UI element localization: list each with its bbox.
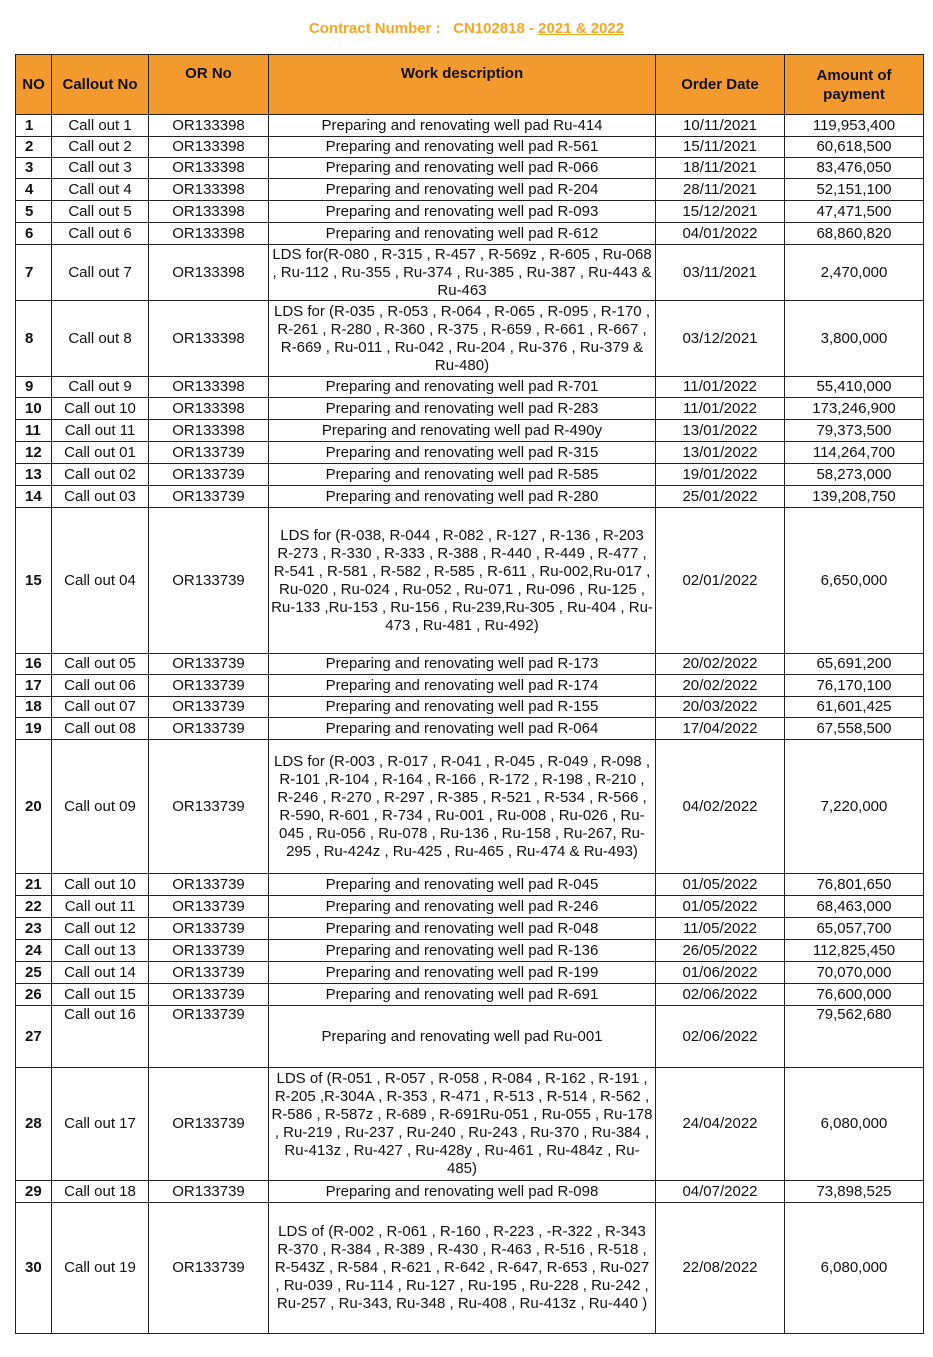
- row-number: 6: [16, 223, 52, 245]
- payment-amount: 6,080,000: [785, 1068, 924, 1181]
- payment-amount: 52,151,100: [785, 179, 924, 201]
- order-date: 13/01/2022: [656, 420, 785, 442]
- callout-number: Call out 3: [52, 158, 149, 179]
- order-date: 04/07/2022: [656, 1181, 785, 1203]
- payment-amount: 65,691,200: [785, 654, 924, 675]
- row-number: 8: [16, 301, 52, 377]
- row-number: 7: [16, 245, 52, 301]
- table-row: [16, 486, 924, 508]
- row-number: 20: [16, 740, 52, 874]
- callout-number: Call out 17: [52, 1068, 149, 1181]
- payment-amount: 119,953,400: [785, 115, 924, 137]
- callout-number: Call out 1: [52, 115, 149, 137]
- row-number: 26: [16, 984, 52, 1006]
- payment-amount: 112,825,450: [785, 940, 924, 962]
- work-description: Preparing and renovating well pad R-155: [269, 697, 656, 718]
- order-date: 20/02/2022: [656, 654, 785, 675]
- callout-number: Call out 18: [52, 1181, 149, 1203]
- callout-number: Call out 06: [52, 675, 149, 697]
- table-row: [16, 1181, 924, 1203]
- order-date: 22/08/2022: [656, 1203, 785, 1334]
- row-number: 11: [16, 420, 52, 442]
- or-number: OR133739: [149, 654, 269, 675]
- order-date: 10/11/2021: [656, 115, 785, 137]
- table-row: [16, 137, 924, 158]
- callout-number: Call out 11: [52, 896, 149, 918]
- callout-number: Call out 8: [52, 301, 149, 377]
- work-description: Preparing and renovating well pad R-691: [269, 984, 656, 1006]
- order-date: 24/04/2022: [656, 1068, 785, 1181]
- work-description: LDS of (R-051 , R-057 , R-058 , R-084 , R-162 , R-191 , R-205 ,R-304A , R-353 , R-471 , R-513 , R-514 , R-562 , R-586 , R-587z , R-689 , R-691Ru-051 , Ru-055 , Ru-178 , Ru-219 , Ru-237 , Ru-240 , Ru-243 , Ru-370 , Ru-384 , Ru-413z , Ru-427 , Ru-428y , Ru-461 , Ru-484z , Ru-485): [269, 1068, 656, 1181]
- callout-number: Call out 12: [52, 918, 149, 940]
- callout-number: Call out 14: [52, 962, 149, 984]
- work-description: LDS for (R-003 , R-017 , R-041 , R-045 , R-049 , R-098 , R-101 ,R-104 , R-164 , R-166 , R-172 , R-198 , R-210 , R-246 , R-270 , R-297 , R-385 , R-521 , R-534 , R-566 , R-590, R-601 , R-734 , Ru-001 , Ru-008 , Ru-026 , Ru-045 , Ru-056 , Ru-078 , Ru-136 , Ru-158 , Ru-267, Ru-295 , Ru-424z , Ru-425 , Ru-465 , Ru-474 & Ru-493): [269, 740, 656, 874]
- payment-amount: 114,264,700: [785, 442, 924, 464]
- table-row: [16, 223, 924, 245]
- work-description: LDS for(R-080 , R-315 , R-457 , R-569z , R-605 , Ru-068 , Ru-112 , Ru-355 , Ru-374 , Ru-385 , Ru-387 , Ru-443 & Ru-463: [269, 245, 656, 301]
- work-description: Preparing and renovating well pad R-174: [269, 675, 656, 697]
- or-number: OR133739: [149, 740, 269, 874]
- work-description: Preparing and renovating well pad R-585: [269, 464, 656, 486]
- table-row: [16, 245, 924, 301]
- callout-number: Call out 01: [52, 442, 149, 464]
- order-date: 03/12/2021: [656, 301, 785, 377]
- order-date: 02/01/2022: [656, 508, 785, 654]
- table-row: [16, 874, 924, 896]
- order-date: 13/01/2022: [656, 442, 785, 464]
- callout-number: Call out 02: [52, 464, 149, 486]
- row-number: 2: [16, 137, 52, 158]
- work-description: Preparing and renovating well pad R-315: [269, 442, 656, 464]
- payment-amount: 139,208,750: [785, 486, 924, 508]
- order-date: 25/01/2022: [656, 486, 785, 508]
- table-row: [16, 1068, 924, 1181]
- table-row: [16, 398, 924, 420]
- work-description: Preparing and renovating well pad Ru-001: [269, 1006, 656, 1068]
- payment-amount: 2,470,000: [785, 245, 924, 301]
- or-number: OR133398: [149, 301, 269, 377]
- work-description: Preparing and renovating well pad R-490y: [269, 420, 656, 442]
- work-description: Preparing and renovating well pad R-093: [269, 201, 656, 223]
- table-row: [16, 115, 924, 137]
- callout-number: Call out 9: [52, 377, 149, 398]
- col-header-no: NO: [16, 55, 52, 115]
- col-header-description: Work description: [269, 55, 656, 115]
- callout-number: Call out 2: [52, 137, 149, 158]
- payment-amount: 76,801,650: [785, 874, 924, 896]
- callout-number: Call out 09: [52, 740, 149, 874]
- row-number: 1: [16, 115, 52, 137]
- row-number: 17: [16, 675, 52, 697]
- work-description: Preparing and renovating well pad R-064: [269, 718, 656, 740]
- contract-label: Contract Number :: [308, 20, 441, 37]
- payment-amount: 3,800,000: [785, 301, 924, 377]
- order-date: 02/06/2022: [656, 984, 785, 1006]
- callout-number: Call out 15: [52, 984, 149, 1006]
- table-row: [16, 654, 924, 675]
- callout-number: Call out 6: [52, 223, 149, 245]
- col-header-amount: Amount of payment: [785, 55, 924, 115]
- work-description: Preparing and renovating well pad R-045: [269, 874, 656, 896]
- or-number: OR133739: [149, 675, 269, 697]
- row-number: 13: [16, 464, 52, 486]
- payment-amount: 83,476,050: [785, 158, 924, 179]
- order-date: 11/01/2022: [656, 398, 785, 420]
- payment-amount: 73,898,525: [785, 1181, 924, 1203]
- table-row: [16, 1006, 924, 1068]
- payment-amount: 76,170,100: [785, 675, 924, 697]
- row-number: 28: [16, 1068, 52, 1181]
- payment-amount: 79,562,680: [785, 1006, 924, 1068]
- table-row: [16, 442, 924, 464]
- payment-amount: 79,373,500: [785, 420, 924, 442]
- callout-number: Call out 19: [52, 1203, 149, 1334]
- order-date: 19/01/2022: [656, 464, 785, 486]
- contract-number: CN102818 -: [453, 20, 534, 37]
- or-number: OR133398: [149, 115, 269, 137]
- callout-number: Call out 03: [52, 486, 149, 508]
- payment-amount: 76,600,000: [785, 984, 924, 1006]
- or-number: OR133739: [149, 1006, 269, 1068]
- or-number: OR133398: [149, 377, 269, 398]
- table-row: [16, 962, 924, 984]
- row-number: 5: [16, 201, 52, 223]
- order-date: 26/05/2022: [656, 940, 785, 962]
- or-number: OR133739: [149, 486, 269, 508]
- row-number: 21: [16, 874, 52, 896]
- work-description: LDS for (R-038, R-044 , R-082 , R-127 , R-136 , R-203 R-273 , R-330 , R-333 , R-388 , R-440 , R-449 , R-477 , R-541 , R-581 , R-582 , R-585 , R-611 , Ru-002,Ru-017 , Ru-020 , Ru-024 , Ru-052 , Ru-071 , Ru-096 , Ru-125 , Ru-133 ,Ru-153 , Ru-156 , Ru-239,Ru-305 , Ru-404 , Ru-473 , Ru-481 , Ru-492): [269, 508, 656, 654]
- table-row: [16, 420, 924, 442]
- table-row: [16, 675, 924, 697]
- order-date: 03/11/2021: [656, 245, 785, 301]
- work-description: Preparing and renovating well pad R-048: [269, 918, 656, 940]
- callout-number: Call out 10: [52, 398, 149, 420]
- or-number: OR133739: [149, 940, 269, 962]
- work-description: Preparing and renovating well pad R-246: [269, 896, 656, 918]
- or-number: OR133398: [149, 179, 269, 201]
- contract-title: [0, 20, 933, 37]
- contract-years: 2021 & 2022: [538, 20, 625, 37]
- order-date: 02/06/2022: [656, 1006, 785, 1068]
- payment-amount: 55,410,000: [785, 377, 924, 398]
- work-description: Preparing and renovating well pad R-701: [269, 377, 656, 398]
- callout-number: Call out 08: [52, 718, 149, 740]
- or-number: OR133739: [149, 1181, 269, 1203]
- payment-amount: 60,618,500: [785, 137, 924, 158]
- payment-amount: 61,601,425: [785, 697, 924, 718]
- payments-table: [15, 54, 924, 1334]
- or-number: OR133739: [149, 697, 269, 718]
- row-number: 16: [16, 654, 52, 675]
- or-number: OR133739: [149, 1068, 269, 1181]
- row-number: 12: [16, 442, 52, 464]
- or-number: OR133739: [149, 508, 269, 654]
- row-number: 3: [16, 158, 52, 179]
- work-description: Preparing and renovating well pad R-280: [269, 486, 656, 508]
- order-date: 28/11/2021: [656, 179, 785, 201]
- order-date: 18/11/2021: [656, 158, 785, 179]
- callout-number: Call out 07: [52, 697, 149, 718]
- work-description: Preparing and renovating well pad R-173: [269, 654, 656, 675]
- order-date: 11/05/2022: [656, 918, 785, 940]
- work-description: Preparing and renovating well pad R-098: [269, 1181, 656, 1203]
- or-number: OR133739: [149, 1203, 269, 1334]
- order-date: 04/01/2022: [656, 223, 785, 245]
- work-description: Preparing and renovating well pad R-066: [269, 158, 656, 179]
- row-number: 24: [16, 940, 52, 962]
- order-date: 20/03/2022: [656, 697, 785, 718]
- payment-amount: 70,070,000: [785, 962, 924, 984]
- or-number: OR133398: [149, 398, 269, 420]
- work-description: Preparing and renovating well pad R-204: [269, 179, 656, 201]
- or-number: OR133398: [149, 158, 269, 179]
- or-number: OR133739: [149, 464, 269, 486]
- payment-amount: 7,220,000: [785, 740, 924, 874]
- table-row: [16, 301, 924, 377]
- payment-amount: 58,273,000: [785, 464, 924, 486]
- work-description: Preparing and renovating well pad R-561: [269, 137, 656, 158]
- payment-amount: 65,057,700: [785, 918, 924, 940]
- payment-amount: 67,558,500: [785, 718, 924, 740]
- or-number: OR133739: [149, 718, 269, 740]
- or-number: OR133398: [149, 137, 269, 158]
- callout-number: Call out 4: [52, 179, 149, 201]
- table-row: [16, 718, 924, 740]
- table-row: [16, 377, 924, 398]
- or-number: OR133398: [149, 420, 269, 442]
- or-number: OR133739: [149, 896, 269, 918]
- row-number: 15: [16, 508, 52, 654]
- header-row: [16, 55, 924, 115]
- payment-amount: 47,471,500: [785, 201, 924, 223]
- row-number: 27: [16, 1006, 52, 1068]
- row-number: 19: [16, 718, 52, 740]
- or-number: OR133398: [149, 201, 269, 223]
- payment-amount: 6,080,000: [785, 1203, 924, 1334]
- table-row: [16, 896, 924, 918]
- row-number: 23: [16, 918, 52, 940]
- row-number: 9: [16, 377, 52, 398]
- order-date: 04/02/2022: [656, 740, 785, 874]
- table-row: [16, 464, 924, 486]
- table-row: [16, 158, 924, 179]
- order-date: 20/02/2022: [656, 675, 785, 697]
- row-number: 25: [16, 962, 52, 984]
- work-description: LDS for (R-035 , R-053 , R-064 , R-065 , R-095 , R-170 , R-261 , R-280 , R-360 , R-375 , R-659 , R-661 , R-667 , R-669 , Ru-011 , Ru-042 , Ru-204 , Ru-376 , Ru-379 & Ru-480): [269, 301, 656, 377]
- callout-number: Call out 05: [52, 654, 149, 675]
- or-number: OR133398: [149, 223, 269, 245]
- table-row: [16, 918, 924, 940]
- order-date: 15/11/2021: [656, 137, 785, 158]
- callout-number: Call out 5: [52, 201, 149, 223]
- row-number: 22: [16, 896, 52, 918]
- order-date: 11/01/2022: [656, 377, 785, 398]
- row-number: 14: [16, 486, 52, 508]
- work-description: Preparing and renovating well pad R-136: [269, 940, 656, 962]
- table-row: [16, 179, 924, 201]
- callout-number: Call out 04: [52, 508, 149, 654]
- work-description: Preparing and renovating well pad R-199: [269, 962, 656, 984]
- or-number: OR133739: [149, 962, 269, 984]
- row-number: 30: [16, 1203, 52, 1334]
- table-row: [16, 984, 924, 1006]
- or-number: OR133398: [149, 245, 269, 301]
- payment-amount: 68,860,820: [785, 223, 924, 245]
- callout-number: Call out 16: [52, 1006, 149, 1068]
- table-row: [16, 740, 924, 874]
- callout-number: Call out 10: [52, 874, 149, 896]
- table-row: [16, 201, 924, 223]
- row-number: 4: [16, 179, 52, 201]
- row-number: 29: [16, 1181, 52, 1203]
- work-description: Preparing and renovating well pad R-612: [269, 223, 656, 245]
- callout-number: Call out 7: [52, 245, 149, 301]
- callout-number: Call out 13: [52, 940, 149, 962]
- order-date: 17/04/2022: [656, 718, 785, 740]
- payment-amount: 68,463,000: [785, 896, 924, 918]
- order-date: 01/06/2022: [656, 962, 785, 984]
- table-body: [16, 115, 924, 1334]
- payment-amount: 173,246,900: [785, 398, 924, 420]
- table-row: [16, 1203, 924, 1334]
- table-row: [16, 508, 924, 654]
- work-description: Preparing and renovating well pad Ru-414: [269, 115, 656, 137]
- table-row: [16, 697, 924, 718]
- col-header-callout: Callout No: [52, 55, 149, 115]
- payment-amount: 6,650,000: [785, 508, 924, 654]
- or-number: OR133739: [149, 918, 269, 940]
- work-description: LDS of (R-002 , R-061 , R-160 , R-223 , -R-322 , R-343 R-370 , R-384 , R-389 , R-430 , R-463 , R-516 , R-518 , R-543Z , R-584 , R-621 , R-642 , R-647, R-653 , Ru-027 , Ru-039 , Ru-114 , Ru-127 , Ru-195 , Ru-228 , Ru-242 , Ru-257 , Ru-343, Ru-348 , Ru-408 , Ru-413z , Ru-440 ): [269, 1203, 656, 1334]
- order-date: 01/05/2022: [656, 896, 785, 918]
- table-row: [16, 940, 924, 962]
- order-date: 15/12/2021: [656, 201, 785, 223]
- row-number: 18: [16, 697, 52, 718]
- order-date: 01/05/2022: [656, 874, 785, 896]
- col-header-or: OR No: [149, 55, 269, 115]
- row-number: 10: [16, 398, 52, 420]
- or-number: OR133739: [149, 874, 269, 896]
- or-number: OR133739: [149, 442, 269, 464]
- col-header-order-date: Order Date: [656, 55, 785, 115]
- or-number: OR133739: [149, 984, 269, 1006]
- callout-number: Call out 11: [52, 420, 149, 442]
- work-description: Preparing and renovating well pad R-283: [269, 398, 656, 420]
